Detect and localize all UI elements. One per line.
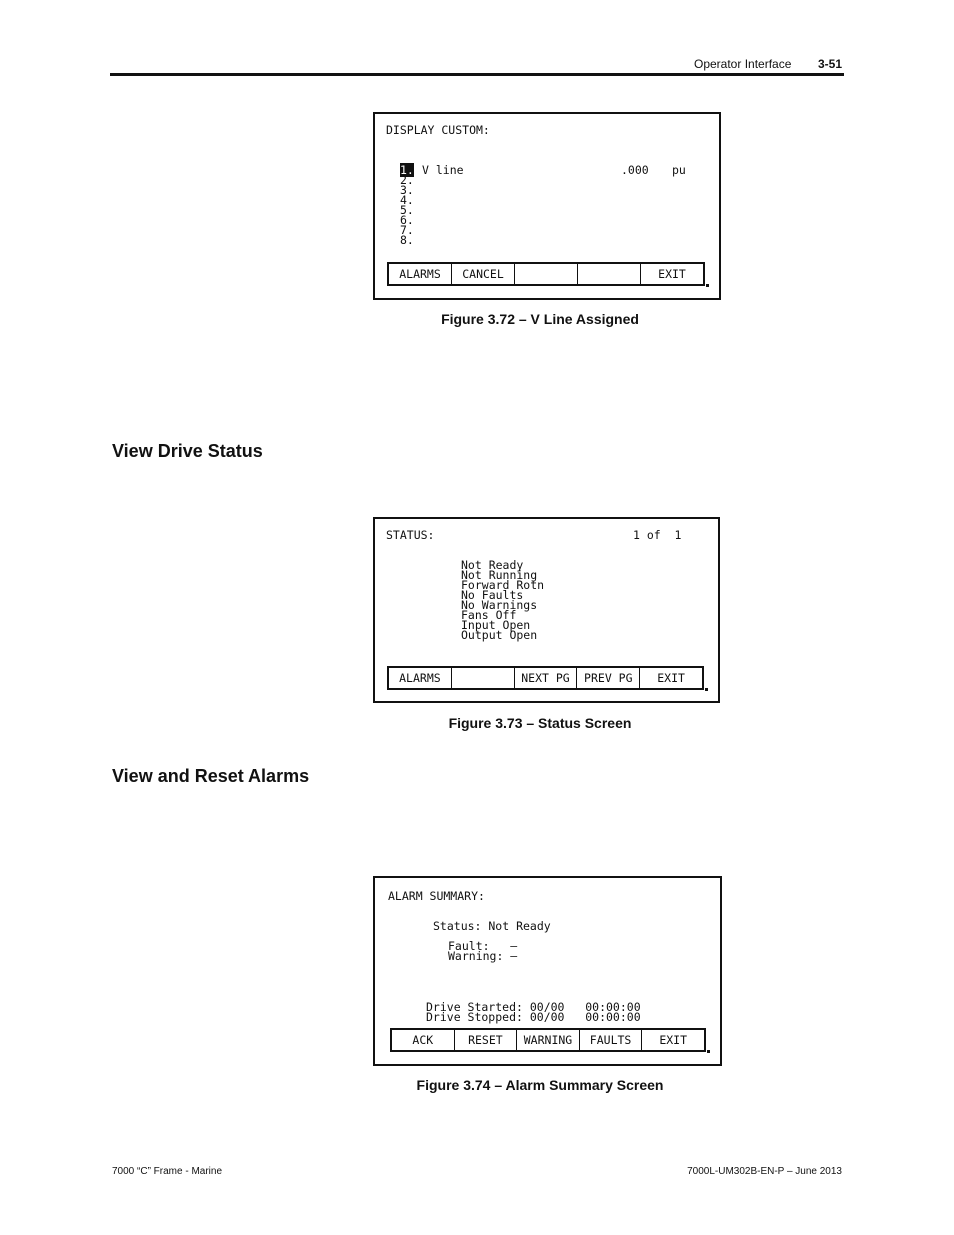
- drive-started: Drive Started: 00/00 00:00:00: [426, 1000, 641, 1014]
- section-heading: View Drive Status: [112, 441, 263, 461]
- faults-key[interactable]: FAULTS: [580, 1030, 643, 1050]
- cancel-key[interactable]: CANCEL: [452, 264, 515, 284]
- exit-key[interactable]: EXIT: [657, 671, 685, 685]
- status-line: Forward Rotn: [461, 578, 545, 592]
- function-keys: [387, 262, 705, 286]
- alarms-key[interactable]: ALARMS: [389, 668, 452, 688]
- custom-item-2[interactable]: 2.: [400, 173, 414, 187]
- warning-key[interactable]: WARNING: [517, 1030, 580, 1050]
- screen-title: ALARM SUMMARY:: [388, 889, 485, 903]
- next-page-key[interactable]: NEXT PG: [515, 668, 578, 688]
- status-line: No Faults: [461, 588, 524, 602]
- item-number: 1.: [400, 163, 414, 177]
- item-unit: pu: [672, 163, 686, 177]
- page-indicator: 1 of 1: [633, 528, 682, 542]
- header-rule: [110, 73, 844, 76]
- function-keys: [387, 666, 704, 690]
- status-line: Fans Off: [461, 608, 517, 622]
- blank-key-4[interactable]: [578, 264, 641, 284]
- display-custom-screen: [373, 112, 721, 300]
- status-line: Not Ready: [461, 558, 524, 572]
- figure-caption: Figure 3.72 – V Line Assigned: [441, 311, 639, 327]
- section-heading: View and Reset Alarms: [112, 766, 310, 786]
- screen-title: STATUS:: [386, 528, 435, 542]
- custom-item-4[interactable]: 4.: [400, 193, 414, 207]
- corner-dot: [705, 688, 708, 691]
- exit-key[interactable]: EXIT: [658, 267, 686, 281]
- drive-stopped: Drive Stopped: 00/00 00:00:00: [426, 1010, 641, 1024]
- custom-item-7[interactable]: 7.: [400, 223, 414, 237]
- custom-item-5[interactable]: 5.: [400, 203, 414, 217]
- custom-item-6[interactable]: 6.: [400, 213, 414, 227]
- fault-text: Fault: –: [448, 939, 518, 953]
- exit-key[interactable]: EXIT: [659, 1033, 688, 1047]
- ack-key[interactable]: ACK: [392, 1030, 455, 1050]
- screen-title: DISPLAY CUSTOM:: [386, 123, 490, 137]
- figure-caption: Figure 3.73 – Status Screen: [448, 715, 632, 731]
- function-keys: [390, 1028, 706, 1052]
- status-line: Input Open: [461, 618, 531, 632]
- corner-dot: [706, 284, 709, 287]
- warning-text: Warning: –: [448, 949, 518, 963]
- status-text: Status: Not Ready: [433, 919, 551, 933]
- figure-caption: Figure 3.74 – Alarm Summary Screen: [416, 1077, 664, 1093]
- page-number: 3-51: [818, 57, 843, 71]
- status-line: Not Running: [461, 568, 538, 582]
- status-line: Output Open: [461, 628, 538, 642]
- alarms-key[interactable]: ALARMS: [389, 264, 452, 284]
- footer-right: 7000L-UM302B-EN-P – June 2013: [687, 1166, 842, 1177]
- prev-page-key[interactable]: PREV PG: [577, 668, 640, 688]
- status-line: No Warnings: [461, 598, 538, 612]
- footer-left: 7000 “C” Frame - Marine: [112, 1166, 223, 1177]
- status-screen: [373, 517, 720, 703]
- custom-item-3[interactable]: 3.: [400, 183, 414, 197]
- reset-key[interactable]: RESET: [455, 1030, 518, 1050]
- corner-dot: [707, 1050, 710, 1053]
- alarm-summary-screen: [373, 876, 722, 1066]
- item-name: V line: [422, 163, 464, 177]
- custom-item-8[interactable]: 8.: [400, 233, 414, 247]
- item-value: .000: [621, 163, 649, 177]
- blank-key-2[interactable]: [452, 668, 515, 688]
- header-section: Operator Interface: [694, 57, 792, 71]
- blank-key-3[interactable]: [515, 264, 578, 284]
